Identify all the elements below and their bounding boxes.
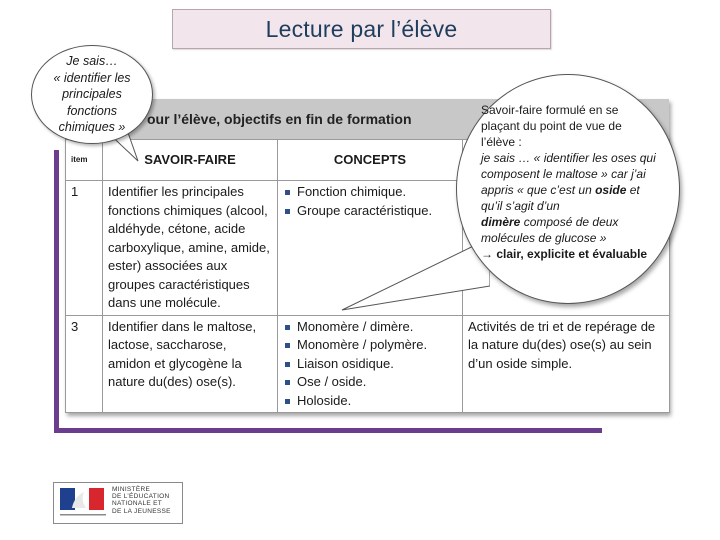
bubble-left-line: Je sais… [66, 54, 118, 69]
logo-text-line: MINISTÈRE [112, 486, 151, 493]
bubble-right-line: molécules de glucose » [481, 231, 607, 245]
concept-item: Monomère / polymère. [297, 336, 457, 355]
column-header-item: item [66, 140, 103, 181]
frame-line-horizontal [54, 428, 602, 433]
logo-text-line: NATIONALE ET [112, 500, 163, 508]
bubble-right-line: plaçant du point de vue de [481, 119, 622, 133]
concept-item: Ose / oside. [297, 373, 457, 392]
bubble-right-emphasis: oside [595, 183, 627, 197]
row-item-number: 3 [66, 315, 103, 413]
bubble-right-emphasis: dimère [481, 215, 521, 229]
bubble-right-line: l’élève : [481, 135, 522, 149]
bubble-right-text-part: appris « que c’est un [481, 183, 596, 197]
speech-bubble-tail-right [340, 230, 490, 320]
row-savoir-faire: Identifier les principales fonctions chimiques (alcool, aldéhyde, cétone, acide carboxylique, amine, amide, ester) associées aux groupes caractéristiques dans une molécule. [103, 181, 278, 316]
bubble-right-line: je sais … « identifier les oses qui [481, 151, 656, 165]
slide-title: Lecture par l’élève [265, 15, 458, 42]
logo-text [112, 486, 180, 515]
row-activities: Activités de tri et de repérage de la nature du(des) ose(s) au sein d’un oside simple. [463, 315, 670, 413]
bubble-right-text-part: et [626, 183, 640, 197]
bubble-left-line: principales [62, 87, 122, 102]
row-concepts [278, 315, 463, 413]
bubble-right-text-part: composé de deux [520, 215, 619, 229]
row-savoir-faire: Identifier dans le maltose, lactose, saccharose, amidon et glycogène la nature du(des) ose(s). [103, 315, 278, 413]
slide-title-box [172, 9, 551, 49]
speech-bubble-left [31, 45, 153, 144]
marianne-flag-icon [60, 488, 104, 510]
logo-text-line: DE LA JEUNESSE [112, 507, 171, 515]
bubble-right-line: composent le maltose » car j’ai [481, 167, 646, 181]
concept-item: Monomère / dimère. [297, 318, 457, 337]
ministry-logo [53, 482, 183, 524]
bubble-right-line: Savoir-faire formulé en se [481, 103, 619, 117]
sheet-header-title: our l’élève, objectifs en fin de formation [147, 111, 412, 127]
concept-item: Fonction chimique. [297, 183, 457, 202]
bubble-right-line: qu’il s’agit d’un [481, 199, 560, 213]
column-header-savoir-faire: SAVOIR-FAIRE [103, 140, 278, 181]
speech-bubble-right-text [481, 102, 669, 262]
logo-motto-icon [60, 511, 106, 519]
bubble-right-line [481, 214, 669, 230]
bubble-left-line: « identifier les [53, 70, 131, 85]
frame-line-vertical [54, 150, 59, 433]
bubble-left-line: fonctions [66, 103, 118, 118]
table-row [66, 315, 670, 413]
row-item-number: 1 [66, 181, 103, 316]
column-header-concepts: CONCEPTS [278, 140, 463, 181]
bubble-left-line: chimiques » [58, 120, 126, 135]
concept-item: Holoside. [297, 392, 457, 411]
bubble-right-conclusion: → clair, explicite et évaluable [481, 247, 648, 261]
concept-item: Liaison osidique. [297, 355, 457, 374]
concept-item: Groupe caractéristique. [297, 202, 457, 221]
bubble-right-line [481, 182, 669, 198]
logo-text-line: DE L’ÉDUCATION [112, 493, 170, 501]
